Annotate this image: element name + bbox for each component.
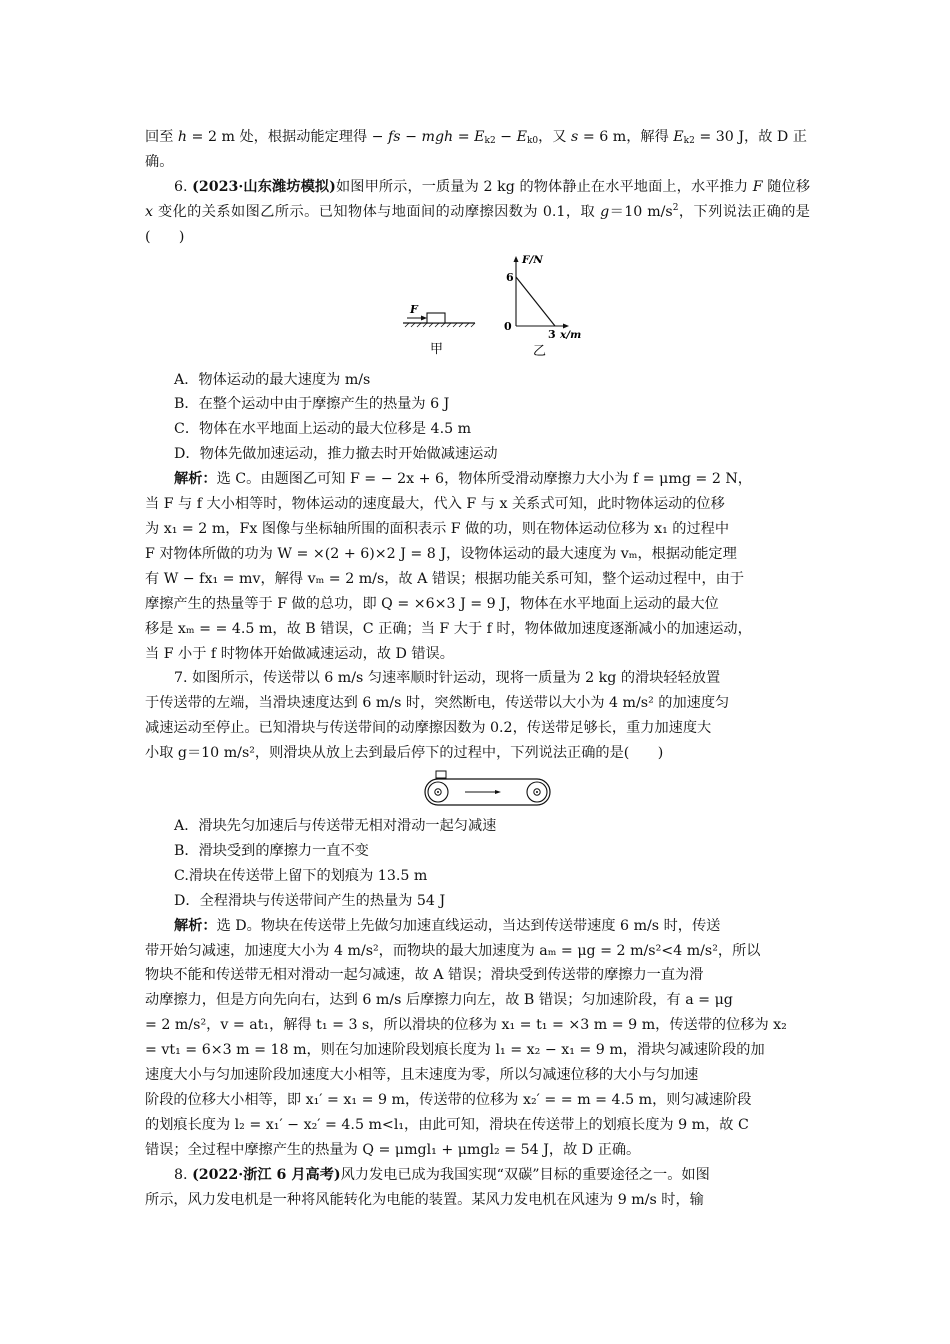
q7-option-d: D．全程滑块与传送带间产生的热量为 54 J [174, 892, 446, 909]
q7-analysis-1: 解析：选 D。物块在传送带上先做匀加速直线运动，当达到传送带速度 6 m/s 时，传送 [174, 917, 721, 934]
tick-3: 3 [548, 327, 556, 341]
document-page [145, 125, 810, 1213]
tick-0: 0 [504, 319, 512, 333]
q6-analysis-2: 当 F 与 f 大小相等时，物体运动的速度最大，代入 F 与 x 关系式可知，此时物体运动的位移 [145, 496, 725, 513]
q6-figures [145, 250, 810, 368]
q7-analysis-7: 速度大小与匀加速阶段加速度大小相等，且末速度为零，所以匀减速位移的大小与匀加速 [145, 1067, 699, 1084]
conveyor-svg [145, 766, 810, 814]
q6-option-b: B．在整个运动中由于摩擦产生的热量为 6 J [174, 396, 450, 413]
q7-analysis-4: 动摩擦力，但是方向先向右，达到 6 m/s 后摩擦力向左，故 B 错误；匀加速阶段，有 a = μg [145, 992, 733, 1009]
q7-analysis-6: = vt₁ = 6×3 m = 18 m，则在匀加速阶段划痕长度为 l₁ = x₂ − x₁ = 9 m，滑块匀减速阶段的加 [145, 1042, 765, 1059]
q8-stem-2: 所示，风力发电机是一种将风能转化为电能的装置。某风力发电机在风速为 9 m/s 时，输 [145, 1191, 704, 1208]
q7-analysis-8: 阶段的位移大小相等，即 x₁′ = x₁ = 9 m，传送带的位移为 x₂′ = = m = 4.5 m，则匀减速阶段 [145, 1092, 752, 1108]
q8-source: (2022·浙江 6 月高考) [192, 1166, 341, 1183]
block [427, 313, 445, 323]
q6-analysis-8: 当 F 小于 f 时物体开始做减速运动，故 D 错误。 [145, 645, 454, 662]
q5-tail-line-1: 回至 h = 2 m 处，根据动能定理得 − fs − mgh = $E_{k2} - E_{k0}$，又 s = 6 m，解得 $E_{k2} = 30$ J，故 D 正 [145, 129, 807, 146]
x-axis-label: x/m [560, 328, 582, 341]
q6-option-d: D．物体先做加速运动，推力撤去时开始做减速运动 [174, 446, 498, 463]
q6-figure-svg [145, 250, 810, 368]
q6-analysis-3: 为 x₁ = 2 m，Fx 图像与坐标轴所围的面积表示 F 做的功，则在物体运动位移为 x₁ 的过程中 [145, 520, 730, 537]
ground-hatching [405, 323, 475, 327]
q7-analysis-5: = 2 m/s²，v = at₁，解得 t₁ = 3 s，所以滑块的位移为 x₁ = t₁ = ×3 m = 9 m，传送带的位移为 x₂ [145, 1017, 787, 1034]
q6-option-a: A．物体运动的最大速度为 m/s [174, 371, 371, 388]
q7-stem-1: 7. 如图所示，传送带以 6 m/s 匀速率顺时针运动，现将一质量为 2 kg 的滑块轻轻放置 [174, 670, 721, 687]
q6-analysis-7: 移是 xₘ = = 4.5 m，故 B 错误，C 正确；当 F 大于 f 时，物体做加速度逐渐减小的加速运动， [145, 620, 752, 637]
figure-jia [403, 303, 475, 368]
q7-stem-2: 于传送带的左端，当滑块速度达到 6 m/s 时，突然断电，传送带以大小为 4 m/s² 的加速度匀 [145, 695, 730, 712]
q7-option-b: B．滑块受到的摩擦力一直不变 [174, 842, 369, 859]
q6-analysis-4: F 对物体所做的功为 W = ×(2 + 6)×2 J = 8 J，设物体运动的最大速度为 vₘ，根据动能定理 [145, 545, 737, 562]
q6-analysis-5: 有 W − fx₁ = mv，解得 vₘ = 2 m/s，故 A 错误；根据功能关系可知，整个运动过程中，由于 [145, 570, 745, 587]
tick-6: 6 [506, 270, 514, 284]
q7-analysis-3: 物块不能和传送带无相对滑动一起匀减速，故 A 错误；滑块受到传送带的摩擦力一直为滑 [145, 967, 704, 984]
slider-block [436, 771, 446, 778]
q6-analysis-6: 摩擦产生的热量等于 F 做的总功，即 Q = ×6×3 J = 9 J，物体在水平地面上运动的最大位 [145, 595, 719, 612]
q7-stem-4: 小取 g＝10 m/s²，则滑块从放上去到最后停下的过程中，下列说法正确的是( ) [145, 745, 664, 762]
force-line [516, 277, 555, 326]
label-yi: 乙 [533, 343, 547, 359]
q7-option-a: A．滑块先匀加速后与传送带无相对滑动一起匀减速 [174, 818, 497, 835]
q7-conveyor-figure [145, 766, 810, 814]
q6-stem: 6. (2023·山东潍坊模拟)如图甲所示，一质量为 2 kg 的物体静止在水平地面上，水平推力 F 随位移 x 变化的关系如图乙所示。已知物体与地面间的动摩擦因数为 0.1，取 g＝10 $m/s^2$，下列说法正确的是( ) [145, 178, 811, 245]
q8-stem-1: 8. (2022·浙江 6 月高考)风力发电已成为我国实现“双碳”目标的重要途径之一。如图 [174, 1166, 710, 1183]
force-label: F [410, 302, 418, 316]
q6-analysis-1: 解析：选 C。由题图乙可知 F = − 2x + 6，物体所受滑动摩擦力大小为 f = μmg = 2 N， [174, 471, 752, 488]
q7-analysis-10: 错误；全过程中摩擦产生的热量为 Q = μmgl₁ + μmgl₂ = 54 J，故 D 正确。 [145, 1141, 641, 1158]
q7-option-c: C.滑块在传送带上留下的划痕为 13.5 m [174, 867, 428, 884]
q7-analysis-9: 的划痕长度为 l₂ = x₁′ − x₂′ = 4.5 m<l₁，由此可知，滑块在传送带上的划痕长度为 9 m，故 C [145, 1116, 749, 1133]
q7-stem-3: 减速运动至停止。已知滑块与传送带间的动摩擦因数为 0.2，传送带足够长，重力加速度大 [145, 720, 712, 737]
q6-source: (2023·山东潍坊模拟) [192, 178, 336, 195]
y-axis-label: F/N [522, 253, 543, 266]
figure-yi [504, 254, 581, 359]
q7-analysis-2: 带开始匀减速，加速度大小为 4 m/s²，而物块的最大加速度为 aₘ = μg = 2 m/s²<4 m/s²，所以 [145, 942, 761, 959]
q6-option-c: C．物体在水平地面上运动的最大位移是 4.5 m [174, 421, 472, 438]
label-jia: 甲 [430, 341, 444, 357]
q5-tail-line-2: 确。 [145, 153, 174, 170]
